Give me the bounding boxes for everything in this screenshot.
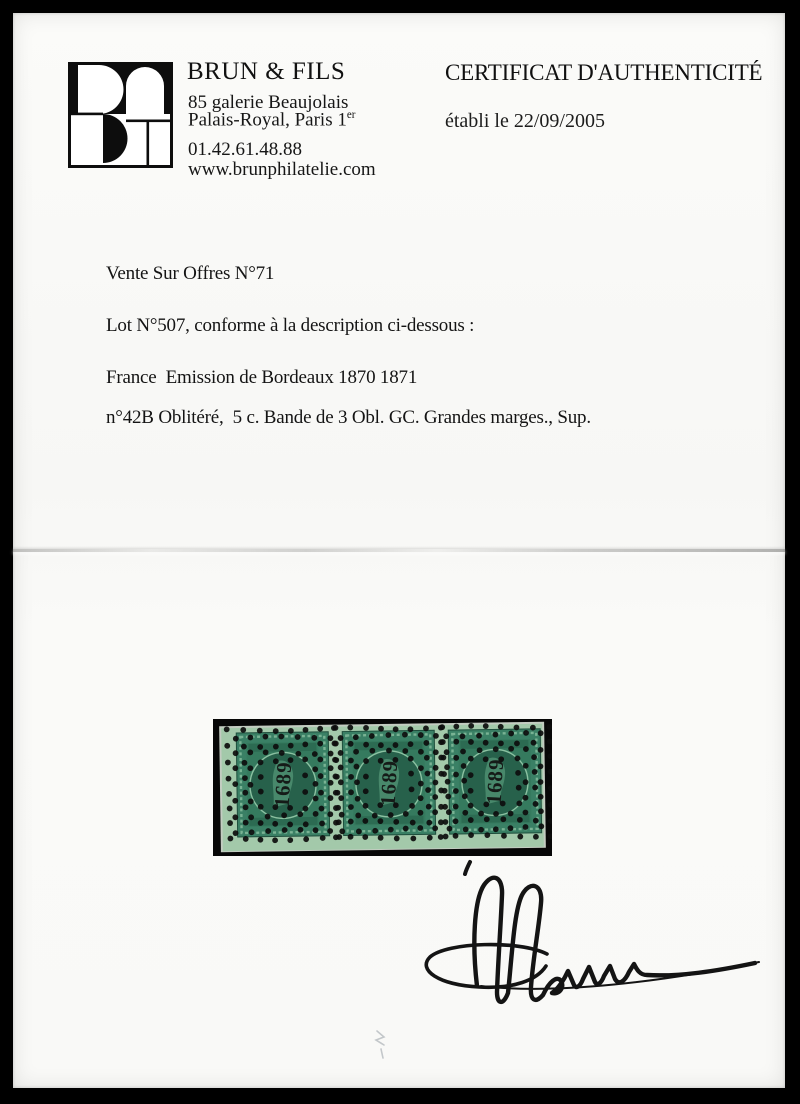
company-website: www.brunphilatelie.com <box>188 159 376 180</box>
company-address-line1: 85 galerie Beaujolais <box>188 92 349 113</box>
signature <box>417 858 767 1010</box>
certificate-paper <box>13 13 785 1088</box>
svg-text:1689: 1689 <box>375 759 403 807</box>
stamp-strip-photo <box>213 719 552 856</box>
fold-crease <box>13 549 785 552</box>
certificate-title: CERTIFICAT D'AUTHENTICITÉ <box>445 60 763 85</box>
lot-line: Lot N°507, conforme à la description ci-dessous : <box>106 315 475 336</box>
company-phone: 01.42.61.48.88 <box>188 139 302 160</box>
certificate-date: établi le 22/09/2005 <box>445 110 605 132</box>
sale-line: Vente Sur Offres N°71 <box>106 263 275 284</box>
pencil-mark <box>370 1028 392 1062</box>
item-line: France Emission de Bordeaux 1870 1871 <box>106 367 418 388</box>
brun-fils-logo <box>68 62 173 168</box>
stamp-3 <box>436 722 552 841</box>
company-name: BRUN & FILS <box>187 58 346 85</box>
stamp-2 <box>331 723 449 842</box>
svg-text:1689: 1689 <box>269 760 297 809</box>
stamp-1 <box>224 725 342 844</box>
svg-text:1689: 1689 <box>481 757 509 806</box>
address-line2-superscript: er <box>346 109 356 121</box>
description-line: n°42B Oblitéré, 5 c. Bande de 3 Obl. GC. Grandes marges., Sup. <box>106 407 591 428</box>
address-line2-text: Palais-Royal, Paris 1 <box>188 109 347 131</box>
company-address-line2 <box>188 109 355 131</box>
